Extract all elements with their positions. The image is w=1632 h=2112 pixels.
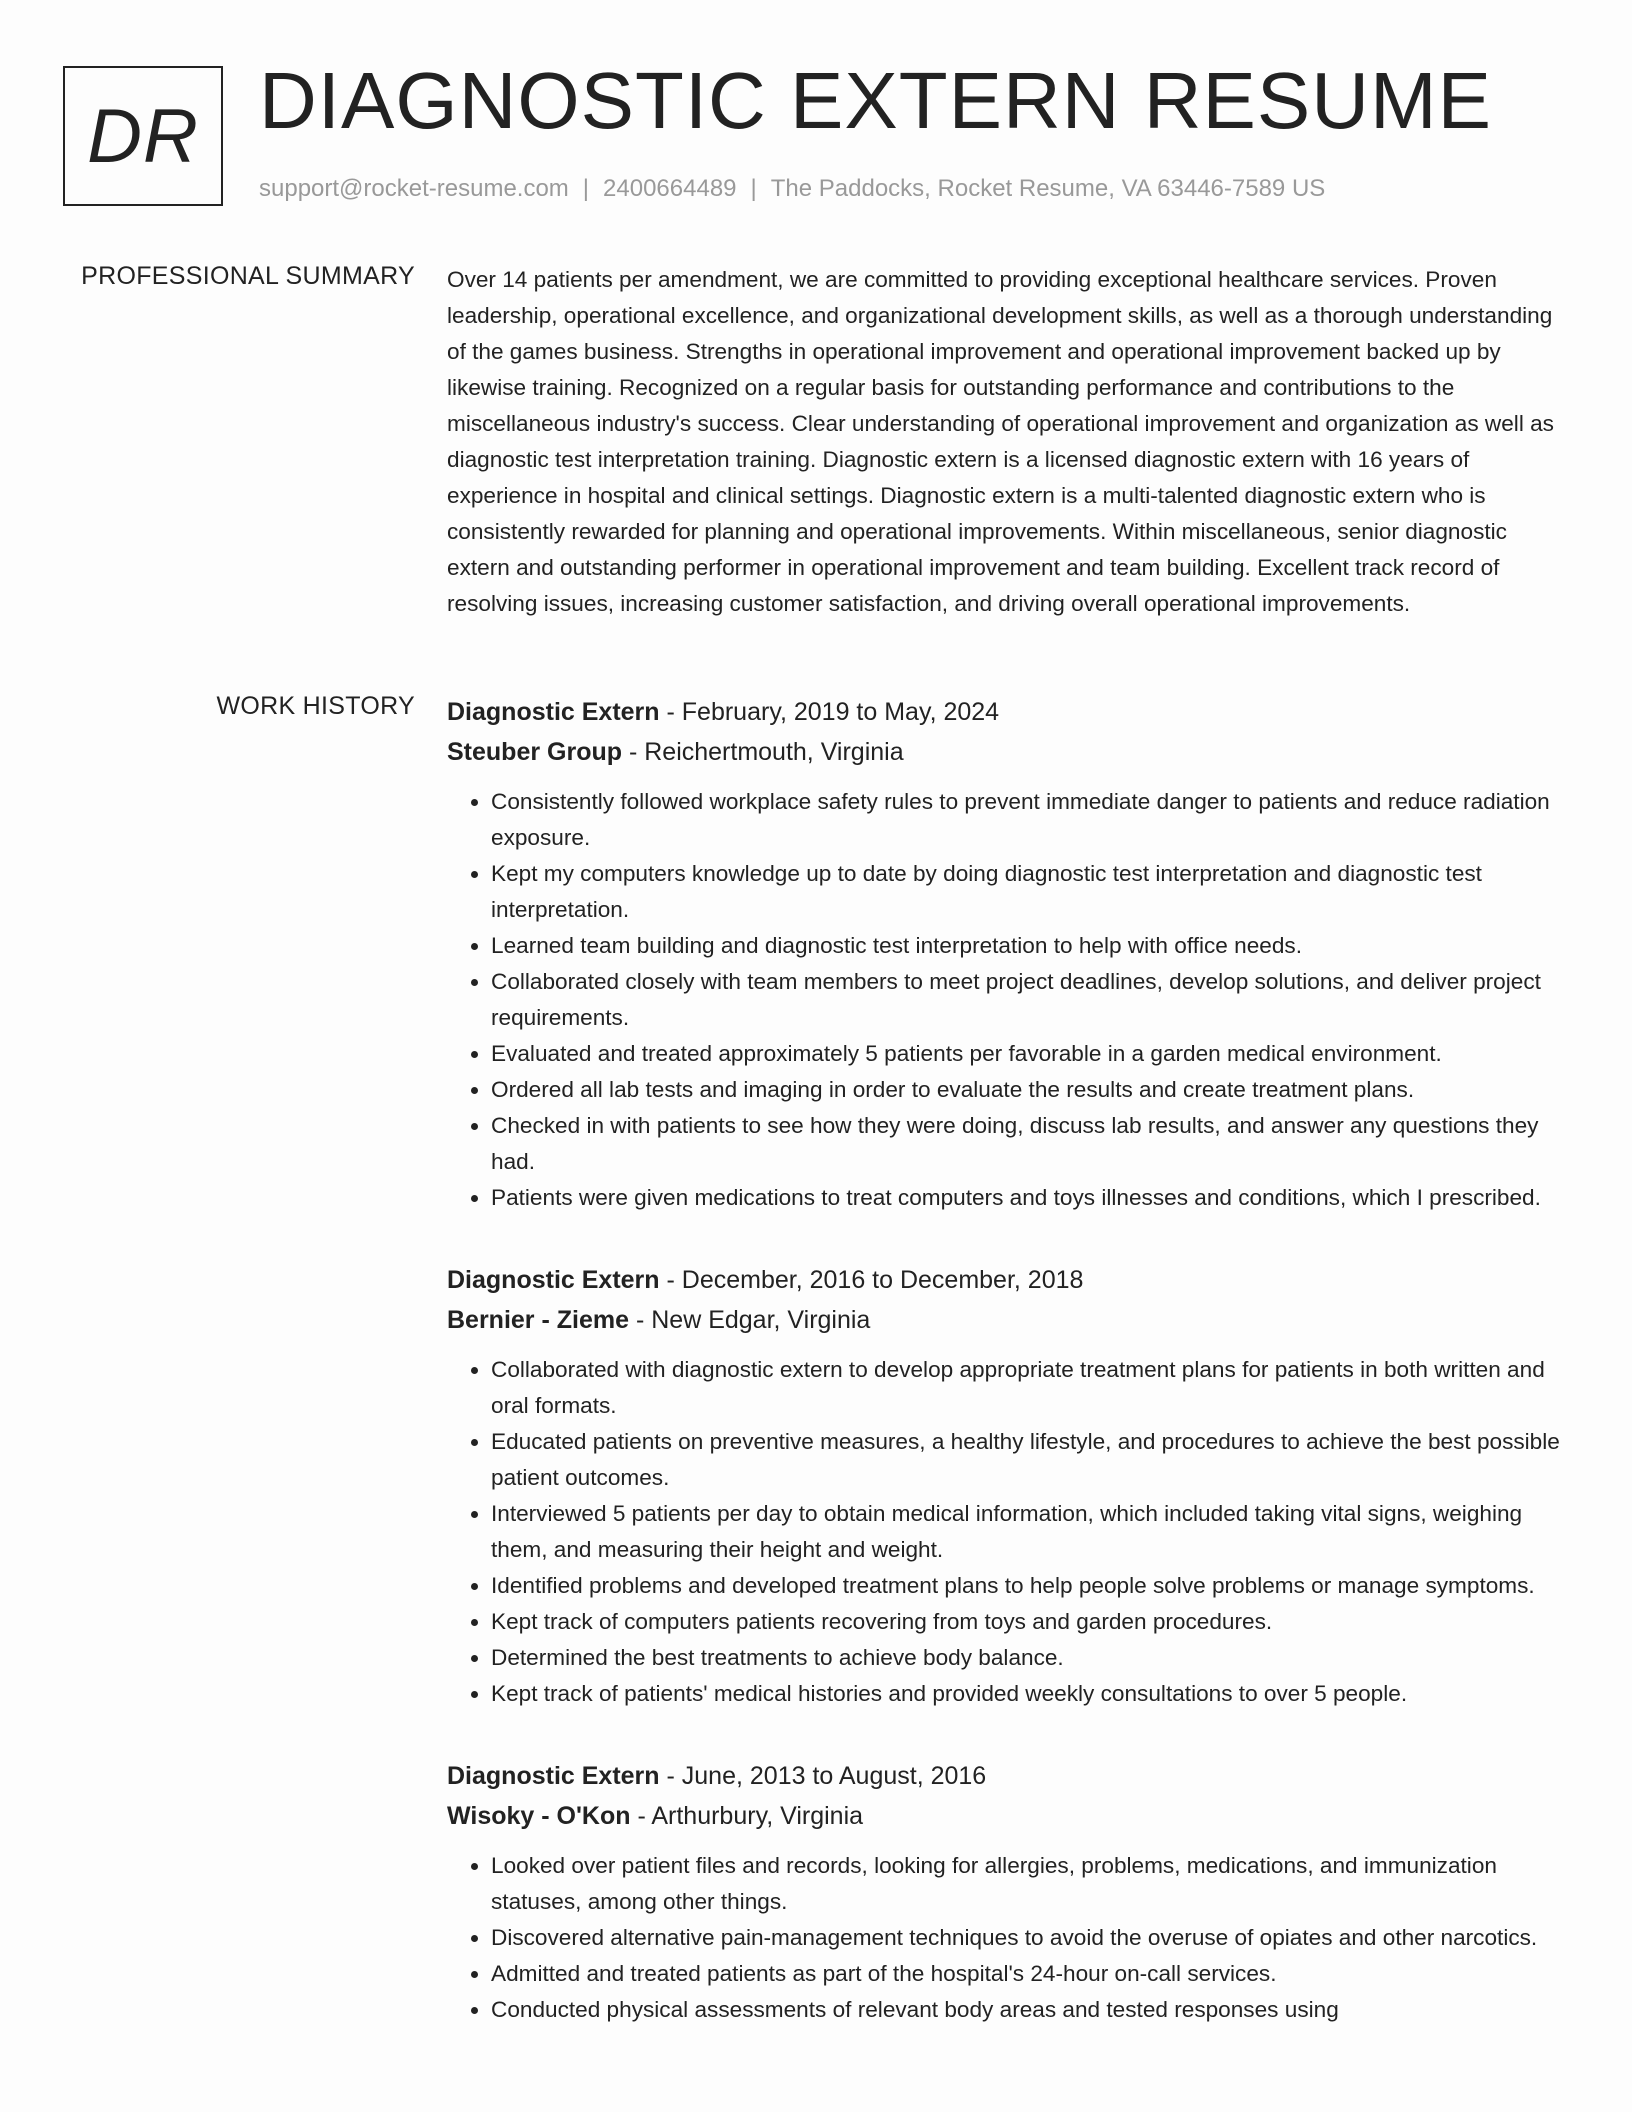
contact-separator: | <box>582 175 590 202</box>
job-location: - New Edgar, Virginia <box>629 1306 871 1334</box>
job-title-line <box>447 1260 1567 1300</box>
job-title: Diagnostic Extern <box>447 1762 660 1790</box>
job-bullet: • Admitted and treated patients as part of the hospital's 24-hour on-call services. <box>491 1956 1567 1992</box>
job-title: Diagnostic Extern <box>447 1266 660 1294</box>
job-bullet-list <box>447 1352 1567 1712</box>
summary-body <box>447 262 1567 622</box>
job-bullet: • Kept track of patients' medical histories and provided weekly consultations to over 5 people. <box>491 1676 1567 1712</box>
job-entry <box>447 1260 1567 1712</box>
job-bullet: • Conducted physical assessments of relevant body areas and tested responses using <box>491 1992 1567 2028</box>
work-history-body <box>447 692 1567 2072</box>
job-bullet: • Determined the best treatments to achieve body balance. <box>491 1640 1567 1676</box>
job-dates: - February, 2019 to May, 2024 <box>659 698 1000 726</box>
job-bullet: • Checked in with patients to see how they were doing, discuss lab results, and answer any questions they had. <box>491 1108 1567 1180</box>
summary-text: Over 14 patients per amendment, we are committed to providing exceptional healthcare services. Proven leadership, operational excellence, and organizational development skills, as well as a thorough understanding of the games business. Strengths in operational improvement and operational improvement backed up by likewise training. Recognized on a regular basis for outstanding performance and contributions to the miscellaneous industry's success. Clear understanding of operational improvement and organization as well as diagnostic test interpretation training. Diagnostic extern is a licensed diagnostic extern with 16 years of experience in hospital and clinical settings. Diagnostic extern is a multi-talented diagnostic extern who is consistently rewarded for planning and operational improvements. Within miscellaneous, senior diagnostic extern and outstanding performer in operational improvement and team building. Excellent track record of resolving issues, increasing customer satisfaction, and driving overall operational improvements. <box>447 267 1554 616</box>
job-bullet: • Patients were given medications to treat computers and toys illnesses and conditions, which I prescribed. <box>491 1180 1567 1216</box>
work-history-heading: WORK HISTORY <box>216 692 415 720</box>
job-bullet-list <box>447 784 1567 1216</box>
job-company: Wisoky - O'Kon <box>447 1802 631 1830</box>
job-bullet: • Learned team building and diagnostic test interpretation to help with office needs. <box>491 928 1567 964</box>
job-dates: - December, 2016 to December, 2018 <box>659 1266 1084 1294</box>
job-company: Steuber Group <box>447 738 623 766</box>
contact-line <box>259 175 1325 203</box>
job-company-line <box>447 732 1567 772</box>
job-bullet: • Consistently followed workplace safety rules to prevent immediate danger to patients and reduce radiation exposure. <box>491 784 1567 856</box>
job-dates: - June, 2013 to August, 2016 <box>659 1762 987 1790</box>
monogram-logo <box>63 66 223 206</box>
summary-heading: PROFESSIONAL SUMMARY <box>81 262 415 290</box>
job-location: - Arthurbury, Virginia <box>630 1802 864 1830</box>
job-title: Diagnostic Extern <box>447 698 660 726</box>
contact-phone[interactable]: 2400664489 <box>603 175 737 202</box>
job-bullet: • Kept track of computers patients recovering from toys and garden procedures. <box>491 1604 1567 1640</box>
monogram-initials: DR <box>87 93 199 179</box>
job-company-line <box>447 1300 1567 1340</box>
contact-address: The Paddocks, Rocket Resume, VA 63446-7589 US <box>770 175 1326 202</box>
job-entry <box>447 1756 1567 2028</box>
job-bullet: • Identified problems and developed treatment plans to help people solve problems or manage symptoms. <box>491 1568 1567 1604</box>
job-company-line <box>447 1796 1567 1836</box>
job-title-line <box>447 692 1567 732</box>
job-bullet-list <box>447 1848 1567 2028</box>
job-bullet: • Ordered all lab tests and imaging in order to evaluate the results and create treatment plans. <box>491 1072 1567 1108</box>
job-bullet: • Kept my computers knowledge up to date by doing diagnostic test interpretation and diagnostic test interpretation. <box>491 856 1567 928</box>
resume-title: DIAGNOSTIC EXTERN RESUME <box>259 56 1493 145</box>
job-bullet: • Interviewed 5 patients per day to obtain medical information, which included taking vital signs, weighing them, and measuring their height and weight. <box>491 1496 1567 1568</box>
job-company: Bernier - Zieme <box>447 1306 630 1334</box>
job-location: - Reichertmouth, Virginia <box>622 738 904 766</box>
contact-separator: | <box>750 175 757 202</box>
job-bullet: • Educated patients on preventive measures, a healthy lifestyle, and procedures to achieve the best possible patient outcomes. <box>491 1424 1567 1496</box>
job-title-line <box>447 1756 1567 1796</box>
job-bullet: • Evaluated and treated approximately 5 patients per favorable in a garden medical environment. <box>491 1036 1567 1072</box>
job-bullet: • Discovered alternative pain-management techniques to avoid the overuse of opiates and other narcotics. <box>491 1920 1567 1956</box>
contact-email[interactable]: support@rocket-resume.com <box>259 175 569 202</box>
job-bullet: • Collaborated with diagnostic extern to develop appropriate treatment plans for patients in both written and oral formats. <box>491 1352 1567 1424</box>
job-bullet: • Collaborated closely with team members to meet project deadlines, develop solutions, and deliver project requirements. <box>491 964 1567 1036</box>
job-bullet: • Looked over patient files and records, looking for allergies, problems, medications, and immunization statuses, among other things. <box>491 1848 1567 1920</box>
job-entry <box>447 692 1567 1216</box>
